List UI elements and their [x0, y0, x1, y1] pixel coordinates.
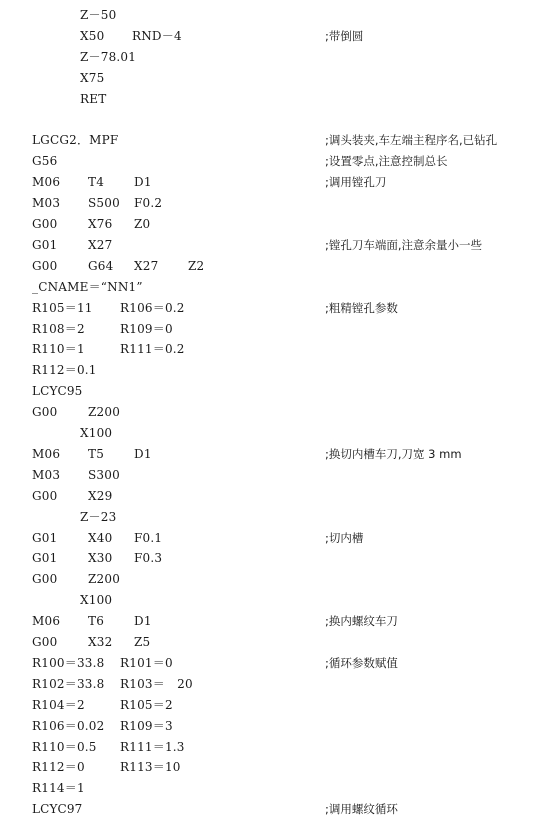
code-token: R111＝1.3 — [120, 739, 185, 754]
code-token: G01 — [32, 551, 58, 566]
code-comment: ;粗精镗孔参数 — [325, 300, 398, 315]
code-token: G00 — [32, 635, 58, 649]
code-line — [0, 590, 552, 611]
code-line — [0, 360, 552, 381]
code-token: X100 — [80, 593, 113, 608]
code-line — [0, 277, 552, 298]
code-token: M03 — [32, 196, 61, 211]
code-token: R109＝0 — [120, 321, 173, 336]
code-comment: ;调用镗孔刀 — [325, 175, 387, 190]
code-token: X30 — [88, 551, 113, 566]
code-comment: ;带倒圆 — [325, 28, 364, 43]
code-line — [0, 507, 552, 528]
code-line — [0, 695, 552, 716]
code-token: X27 — [134, 258, 159, 273]
code-token: G64 — [88, 258, 114, 273]
code-token: X100 — [80, 426, 113, 440]
code-token: R105＝11 — [32, 300, 93, 315]
code-token: M06 — [32, 446, 61, 461]
code-line — [0, 172, 552, 193]
code-line — [0, 110, 552, 131]
code-token: _CNAME＝“NN1” — [32, 279, 143, 294]
code-token: G00 — [32, 405, 58, 420]
code-line — [0, 569, 552, 590]
code-token: R110＝0.5 — [32, 739, 97, 754]
code-token: F0.1 — [134, 530, 163, 545]
code-line — [0, 235, 552, 256]
code-token: Z－50 — [80, 8, 117, 22]
code-line — [0, 402, 552, 423]
code-token: R100＝33.8 — [32, 655, 105, 670]
code-line — [0, 89, 552, 110]
code-token: Z0 — [134, 217, 151, 231]
code-token: S500 — [88, 196, 120, 211]
code-token: X40 — [88, 530, 113, 545]
code-line — [0, 151, 552, 172]
code-token: RND－4 — [132, 28, 182, 43]
code-token: X29 — [88, 488, 113, 503]
code-comment: ;切内槽 — [325, 530, 364, 545]
code-token: Z2 — [188, 258, 205, 273]
code-token: R106＝0.02 — [32, 718, 105, 733]
code-line — [0, 319, 552, 340]
code-token: R105＝2 — [120, 697, 173, 712]
code-token: G01 — [32, 530, 58, 545]
code-token: D1 — [134, 446, 152, 461]
code-token: Z200 — [88, 572, 121, 587]
code-token: R102＝33.8 — [32, 676, 105, 691]
code-token: R113＝10 — [120, 760, 181, 775]
code-token: R114＝1 — [32, 781, 85, 796]
code-line — [0, 130, 552, 151]
code-token: R110＝1 — [32, 342, 85, 357]
code-token: F0.3 — [134, 551, 163, 566]
code-token: X50 — [80, 28, 105, 43]
code-line — [0, 444, 552, 465]
code-token: G56 — [32, 154, 58, 169]
code-token: R112＝0.1 — [32, 363, 97, 378]
code-line — [0, 193, 552, 214]
code-token: R111＝0.2 — [120, 342, 185, 357]
code-token: T4 — [88, 175, 105, 190]
code-line — [0, 5, 552, 26]
code-line — [0, 611, 552, 632]
code-token: LCYC97 — [32, 802, 83, 817]
code-line — [0, 528, 552, 549]
code-line — [0, 68, 552, 89]
code-line — [0, 214, 552, 235]
code-token: M06 — [32, 175, 61, 190]
code-token: R109＝3 — [120, 718, 173, 733]
code-token: G00 — [32, 572, 58, 587]
code-token: R101＝0 — [120, 655, 173, 670]
code-token: D1 — [134, 614, 152, 629]
code-token: G01 — [32, 237, 58, 252]
code-token: LGCG2．MPF — [32, 133, 119, 148]
code-comment: ;循环参数赋值 — [325, 655, 398, 670]
code-token: M03 — [32, 467, 61, 482]
code-line — [0, 632, 552, 653]
code-line — [0, 381, 552, 402]
code-token: RET — [80, 91, 107, 106]
code-token: Z－23 — [80, 509, 117, 524]
code-line — [0, 339, 552, 360]
code-line — [0, 674, 552, 695]
code-token: R112＝0 — [32, 760, 85, 775]
code-token: F0.2 — [134, 196, 163, 211]
code-token: G00 — [32, 258, 58, 273]
code-token: R106＝0.2 — [120, 300, 185, 315]
code-token: G00 — [32, 217, 58, 231]
code-token: S300 — [88, 467, 120, 482]
code-token: LCYC95 — [32, 384, 83, 399]
code-token: R103＝ 20 — [120, 676, 193, 691]
code-token: M06 — [32, 614, 61, 629]
code-line — [0, 26, 552, 47]
code-token: R108＝2 — [32, 321, 85, 336]
code-line — [0, 548, 552, 569]
code-line — [0, 47, 552, 68]
code-line — [0, 757, 552, 778]
code-token: R104＝2 — [32, 697, 85, 712]
code-token: X32 — [88, 635, 113, 649]
code-token: Z5 — [134, 635, 151, 649]
code-token: G00 — [32, 488, 58, 503]
code-token: T5 — [88, 446, 105, 461]
code-line — [0, 256, 552, 277]
code-line — [0, 486, 552, 507]
code-line — [0, 778, 552, 799]
code-line — [0, 716, 552, 737]
code-comment: ;设置零点,注意控制总长 — [325, 154, 448, 169]
code-token: D1 — [134, 175, 152, 190]
code-comment: ;换切内槽车刀,刀宽 3 mm — [325, 446, 462, 461]
code-token: Z－78.01 — [80, 49, 137, 64]
code-line — [0, 737, 552, 758]
code-comment: ;调用螺纹循环 — [325, 802, 398, 817]
code-token: Z200 — [88, 405, 121, 420]
code-line — [0, 653, 552, 674]
code-token: T6 — [88, 614, 105, 629]
code-comment: ;镗孔刀车端面,注意余量小一些 — [325, 237, 483, 252]
code-line — [0, 298, 552, 319]
code-line — [0, 799, 552, 820]
code-line — [0, 423, 552, 444]
code-token: X76 — [88, 217, 113, 231]
code-token: X75 — [80, 70, 105, 85]
code-comment: ;调头装夹,车左端主程序名,已钻孔 — [325, 133, 498, 148]
code-comment: ;换内螺纹车刀 — [325, 614, 398, 629]
code-token: X27 — [88, 237, 113, 252]
code-line — [0, 465, 552, 486]
